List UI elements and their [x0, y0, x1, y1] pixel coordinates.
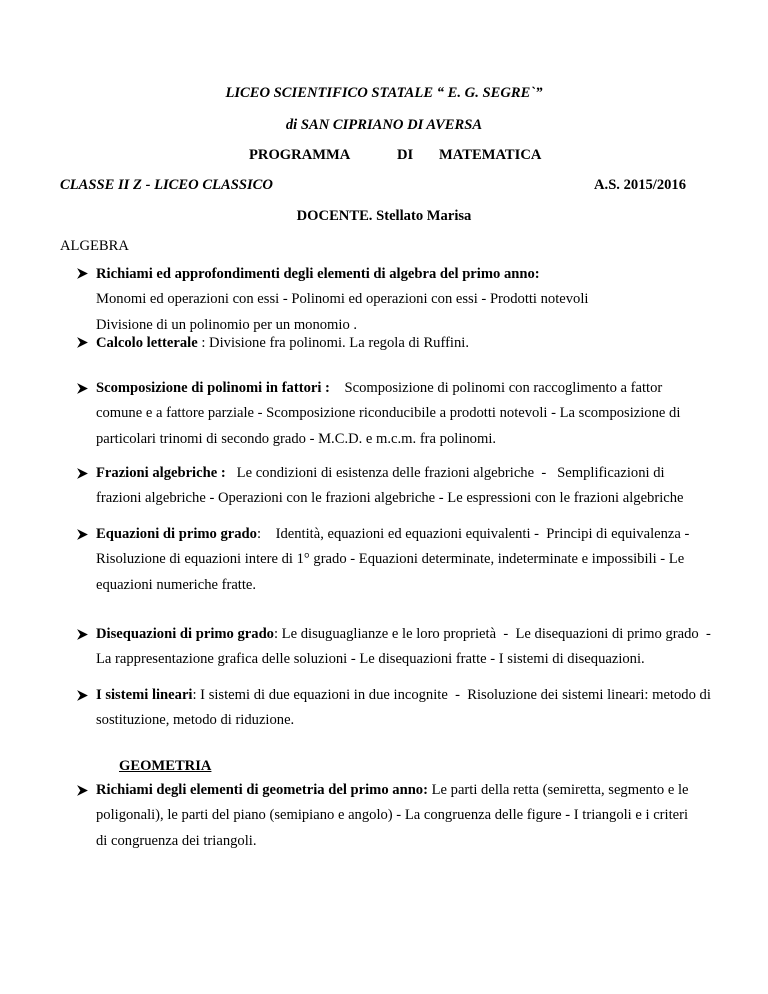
list-item-richiami-geometria: Richiami degli elementi di geometria del primo anno: Le parti della retta (semiretta, segmento e le poligonali), le parti del piano (semipiano e angolo) - La congruenza delle figure - I triangoli e i criteri di congruenza dei triangoli.: [96, 778, 706, 854]
arrow-bullet-icon: [76, 467, 90, 481]
item-text-line: comune e a fattore parziale - Scomposizione riconducibile a prodotti notevoli - La scomposizione di: [96, 405, 681, 422]
arrow-bullet-icon: [76, 528, 90, 542]
arrow-bullet-icon: [76, 689, 90, 703]
list-item-sistemi-lineari: I sistemi lineari: I sistemi di due equazioni in due incognite - Risoluzione dei sistemi lineari: metodo di sostituzione, metodo di riduzione.: [96, 683, 706, 734]
arrow-bullet-icon: [76, 267, 90, 281]
arrow-bullet-icon: [76, 382, 90, 396]
item-text-line: La rappresentazione grafica delle soluzioni - Le disequazioni fratte - I sistemi di disequazioni.: [96, 651, 645, 668]
item-title: Frazioni algebriche :: [96, 465, 226, 481]
arrow-bullet-icon: [76, 336, 90, 350]
item-title: Scomposizione di polinomi in fattori :: [96, 380, 330, 396]
program-word-2: DI: [397, 147, 414, 163]
list-item-scomposizione: Scomposizione di polinomi in fattori : Scomposizione di polinomi con raccoglimento a fattor comune e a fattore parziale - Scomposizione riconducibile a prodotti notevoli - La scomposizione di particolari trinomi di secondo grado - M.C.D. e m.c.m. fra polinomi.: [96, 376, 706, 452]
item-text-line: particolari trinomi di secondo grado - M.C.D. e m.c.m. fra polinomi.: [96, 430, 497, 447]
list-item-calcolo-letterale: Calcolo letterale : Divisione fra polinomi. La regola di Ruffini.: [96, 335, 469, 351]
arrow-bullet-icon: [76, 784, 90, 798]
item-text-line: Risoluzione di equazioni intere di 1° grado - Equazioni determinate, indeterminate e impossibili - Le: [96, 551, 685, 568]
list-item-frazioni-algebriche: Frazioni algebriche : Le condizioni di esistenza delle frazioni algebriche - Semplificazioni di frazioni algebriche - Operazioni con le frazioni algebriche - Le espressioni con le frazioni algebriche: [96, 461, 706, 512]
list-item-disequazioni: Disequazioni di primo grado: Le disuguaglianze e le loro proprietà - Le disequazioni di primo grado - La rappresentazione grafica delle soluzioni - Le disequazioni fratte - I sistemi di disequazioni.: [96, 622, 706, 673]
school-location: di SAN CIPRIANO DI AVERSA: [285, 117, 483, 133]
arrow-bullet-icon: [76, 628, 90, 642]
list-item-equazioni: Equazioni di primo grado: Identità, equazioni ed equazioni equivalenti - Principi di equivalenza - Risoluzione di equazioni intere di 1° grado - Equazioni determinate, indeterminate e impossibili - Le equazioni numeriche fratte.: [96, 522, 706, 598]
teacher-name: DOCENTE. Stellato Marisa: [296, 208, 472, 224]
item-title: I sistemi lineari: [96, 687, 193, 703]
list-item-richiami-algebra: [96, 262, 706, 338]
school-name: LICEO SCIENTIFICO STATALE “ E. G. SEGRE`”: [225, 85, 543, 101]
school-year: A.S. 2015/2016: [594, 177, 687, 193]
item-text-line: sostituzione, metodo di riduzione.: [96, 712, 295, 729]
item-text-line: frazioni algebriche - Operazioni con le frazioni algebriche - Le espressioni con le frazioni algebriche: [96, 490, 684, 507]
item-title: Richiami ed approfondimenti degli elementi di algebra del primo anno:: [96, 266, 540, 282]
program-word-3: MATEMATICA: [439, 147, 542, 163]
item-title: Disequazioni di primo grado: [96, 626, 274, 642]
section-title-algebra: ALGEBRA: [60, 238, 129, 254]
item-title: Equazioni di primo grado: [96, 526, 257, 542]
item-text-line: Divisione di un polinomio per un monomio .: [96, 316, 358, 333]
item-title: Calcolo letterale: [96, 335, 198, 351]
item-text-line: equazioni numeriche fratte.: [96, 576, 257, 593]
class-label: CLASSE II Z - LICEO CLASSICO: [60, 177, 273, 193]
item-text-line: di congruenza dei triangoli.: [96, 832, 257, 849]
item-title: Richiami degli elementi di geometria del primo anno:: [96, 782, 428, 798]
section-title-geometria: GEOMETRIA: [119, 758, 212, 774]
item-text-line: poligonali), le parti del piano (semipiano e angolo) - La congruenza delle figure - I triangoli e i criteri: [96, 807, 689, 824]
program-word-1: PROGRAMMA: [249, 147, 351, 163]
item-text-line: Monomi ed operazioni con essi - Polinomi ed operazioni con essi - Prodotti notevoli: [96, 291, 589, 308]
